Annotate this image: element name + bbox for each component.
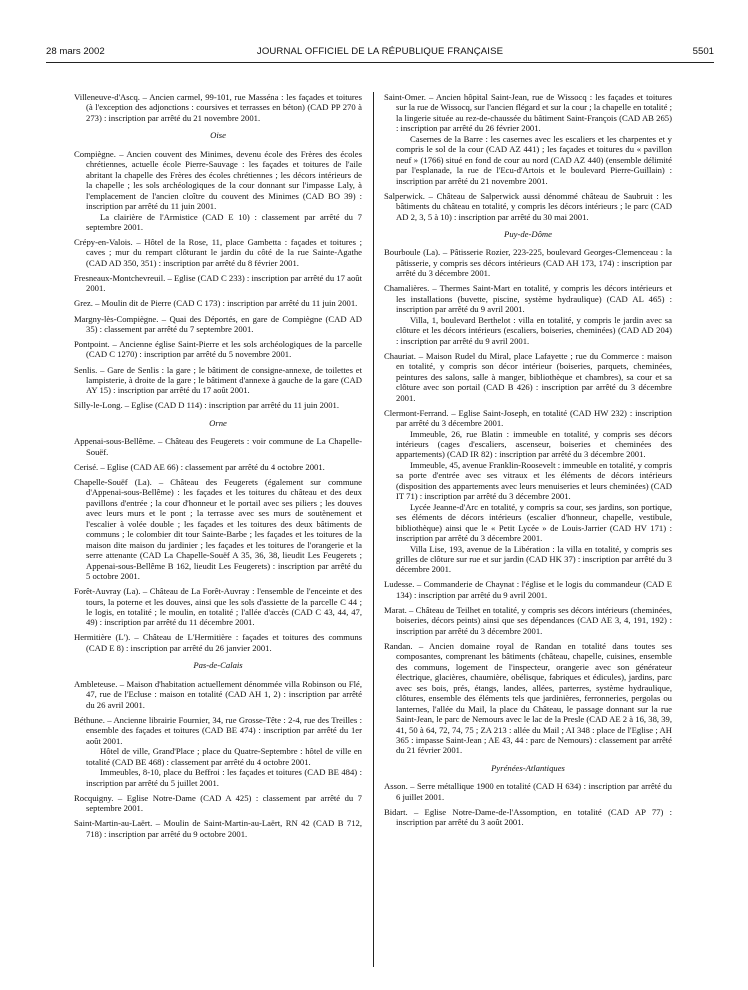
commune-name: Margny-lès-Compiègne.	[74, 313, 159, 324]
entry-text: – Maison Rudel du Miral, place Lafayette ; rue du Commerce : maison en totalité, y compris son décor intérieur (boiseries, parquets, cheminées, peintures des salons, salle à manger, bibliothèque et chambres), sa cour et sa clôture avec son portail (CAD B 426) : inscription par arrêté du 3 décembre 2001.	[396, 350, 672, 403]
section-heading-puy-de-dome: Puy-de-Dôme	[504, 229, 552, 240]
commune-name: Bourboule (La).	[384, 247, 441, 258]
entry-compiegne	[74, 149, 362, 233]
entry-subparagraph: Villa, 1, boulevard Berthelot : villa en totalité, y compris le jardin avec sa clôture et les décors intérieurs (escaliers, boiseries, cheminées) (CAD AD 204) : inscription par arrêté du 9 avril 2001.	[396, 314, 672, 346]
commune-name: Marat.	[384, 604, 407, 615]
entry-text: – Ancien domaine royal de Randan en totalité dans toutes ses composantes, comprenant les bâtiments (château, chapelle, cuisines, ensemble des communs, logement de l'inspecteur, orangerie avec son générateur électrique, glacières, chaumière, obélisque, fabriques et édicules), jardins, parc avec ses bois, prés, étangs, landes, allées, parterres, système hydraulique, clôtures, ensemble des éléments tels que jardinières, ferronneries, pergolas ou lanternes, l'allée du Mail, la place du Château, le passage donnant sur la rue Saint-Jean, le parc de Nemours avec le lac de la Presle (CAD AE 2 à 16, 38, 39, 41, 50 à 64, 72, 74, 75 ; ZA 213 : allée du Mail ; AI 348 : place de l'Eglise ; AH 365 : impasse Saint-Jean ; AE 43, 44 : parc de Nemours) : classement par arrêté du 21 février 2001.	[396, 640, 672, 756]
commune-name: Chapelle-Souëf (La).	[74, 476, 152, 487]
entry-crepy-en-valois	[74, 237, 362, 268]
entry-chamalieres	[384, 283, 672, 346]
entry-bourboule	[384, 247, 672, 278]
commune-name: Grez.	[74, 298, 93, 309]
entry-ambleteuse	[74, 679, 362, 710]
entry-appenai-sous-belleme	[74, 436, 362, 457]
header-date: 28 mars 2002	[46, 46, 105, 57]
entry-senlis	[74, 365, 362, 396]
entry-text: – Eglise Notre-Dame-de-l'Assomption, en totalité (CAD AP 77) : inscription par arrêté du 3 août 2001.	[396, 806, 672, 828]
section-heading-pyrenees-atlantiques: Pyrénées-Atlantiques	[491, 762, 565, 773]
column-divider	[373, 92, 374, 967]
entry-text: – Eglise (CAD C 233) : inscription par arrêté du 17 août 2001.	[86, 272, 362, 294]
entry-fresneaux-montchevreuil	[74, 273, 362, 294]
commune-name: Randan.	[384, 640, 413, 651]
entry-saint-martin-au-laert	[74, 818, 362, 839]
commune-name: Saint-Martin-au-Laërt.	[74, 818, 153, 829]
entry-chapelle-souef	[74, 477, 362, 582]
entry-text: – Château des Feugerets : voir commune de La Chapelle-Souëf.	[86, 436, 362, 457]
entry-villeneuve-d-ascq	[74, 92, 362, 123]
entry-marat	[384, 605, 672, 636]
commune-name: Senlis.	[74, 364, 98, 375]
commune-name: Béthune.	[74, 714, 105, 725]
entry-saint-omer	[384, 92, 672, 186]
commune-name: Salperwick.	[384, 190, 425, 201]
commune-name: Fresneaux-Montchevreuil.	[74, 272, 166, 283]
entry-ludesse	[384, 579, 672, 600]
page-header	[46, 46, 714, 60]
entry-subparagraph: Hôtel de ville, Grand'Place ; place du Quatre-Septembre : hôtel de ville en totalité (CAD BE 468) : classement par arrêté du 4 octobre 2001.	[86, 746, 362, 767]
entry-randan	[384, 641, 672, 756]
entry-text: – Eglise (CAD D 114) : inscription par arrêté du 11 juin 2001.	[122, 400, 340, 411]
entry-rocquigny	[74, 793, 362, 814]
entry-text: – Eglise Saint-Joseph, en totalité (CAD HW 232) : inscription par arrêté du 3 décembre 2001.	[396, 407, 672, 429]
entry-bidart	[384, 807, 672, 828]
entry-text: – Serre métallique 1900 en totalité (CAD H 634) : inscription par arrêté du 6 juillet 2001.	[396, 781, 672, 802]
commune-name: Forêt-Auvray (La).	[74, 586, 141, 597]
entry-margny-les-compiegne	[74, 314, 362, 335]
commune-name: Chamalières.	[384, 283, 430, 294]
entry-hermitiere	[74, 632, 362, 653]
entry-text: – Ancien carmel, 99-101, rue Masséna : les façades et toitures (à l'exception des adjonctions : coursives et terrasses en béton) (CAD PP 270 à 273) : inscription par arrêté du 21 novembre 2001.	[86, 92, 362, 123]
entry-grez	[74, 298, 362, 308]
entry-text: – Château des Feugerets (également sur commune d'Appenai-sous-Bellême) : les façades et les toitures du château et des deux pavillons d'entrée ; la cour d'honneur et le portail avec ses piliers ; les douves avec leurs murs et le pont ; la terrasse avec ses murs de soutènement et l'escalier à volée double ; les façades et les toitures des deux bâtiments de communs ; le colombier dit tour Sainte-Barbe ; les façades et les toitures de la maison dite maison du jardinier ; les façades et les toitures de l'orangerie et la serre attenante (CAD La Chapelle-Souëf A 35, 36, 38, lieudit Les Feugerets ; Appenai-sous-Bellême B 162, lieudit Les Feugerets) : inscription par arrêté du 5 octobre 2001.	[86, 476, 362, 582]
entry-text: – Eglise (CAD AE 66) : classement par arrêté du 4 octobre 2001.	[98, 461, 325, 472]
entry-text: – Château de Salperwick aussi dénommé château de Saubruit : les bâtiments du château en totalité, y compris les décors intérieurs ; le parc (CAD AD 2, 3, 5 à 10) : inscription par arrêté du 30 mai 2001.	[396, 190, 672, 222]
section-heading-oise: Oise	[210, 130, 226, 141]
entry-text: – Eglise Notre-Dame (CAD A 425) : classement par arrêté du 7 septembre 2001.	[86, 792, 362, 813]
commune-name: Pontpoint.	[74, 339, 110, 350]
entry-salperwick	[384, 191, 672, 222]
entry-clermont-ferrand	[384, 408, 672, 575]
right-column	[384, 92, 672, 832]
section-heading-orne: Orne	[209, 417, 227, 428]
page-number: 5501	[692, 46, 714, 57]
entry-cerise	[74, 462, 362, 472]
commune-name: Cerisé.	[74, 461, 99, 472]
entry-text: – Moulin dit de Pierre (CAD C 173) : inscription par arrêté du 11 juin 2001.	[92, 298, 358, 309]
section-heading-pas-de-calais: Pas-de-Calais	[193, 660, 243, 671]
entry-text: – Château de L'Hermitière : façades et toitures des communs (CAD E 8) : inscription par arrêté du 26 janvier 2001.	[86, 632, 362, 653]
left-column	[74, 92, 362, 844]
entry-subparagraph: Casernes de la Barre : les casernes avec les escaliers et les charpentes et y compris le sol de la cour (CAD AZ 441) ; les façades et toitures du « pavillon neuf » (1766) situé en fond de cour au nord (CAD AZ 440) (ensemble délimité par l'esplanade, la rue de l'Ecu-d'Artois et le boulevard Pierre-Guillain) : inscription par arrêté du 21 novembre 2001.	[396, 133, 672, 186]
entry-subparagraph: Immeubles, 8-10, place du Beffroi : les façades et toitures (CAD BE 484) : inscription par arrêté du 5 juillet 2001.	[86, 767, 362, 788]
header-rule	[46, 62, 714, 63]
commune-name: Bidart.	[384, 806, 408, 817]
commune-name: Saint-Omer.	[384, 92, 426, 102]
entry-text: – Ancien couvent des Minimes, devenu école des Frères des écoles chrétiennes, actuelle école Pierre-Sauvage : les façades et toitures de l'aile abritant la chapelle des Frères des écoles chrétiennes ; les décors intérieurs de la chapelle ; les sols archéologiques de la cour donnant sur l'impasse Laly, à l'emplacement de l'ancien cloître du couvent des Minimes (CAD BO 39) : inscription par arrêté du 11 juin 2001.	[86, 148, 362, 212]
entry-text: – Gare de Senlis : la gare ; le bâtiment de consigne-annexe, de toilettes et lampisterie, à droite de la gare ; le bâtiment d'annexe à gauche de la gare (CAD AY 15) : inscription par arrêté du 17 août 2001.	[86, 364, 362, 396]
entry-text: – Ancienne église Saint-Pierre et les sols archéologiques de la parcelle (CAD C 1270) : inscription par arrêté du 5 novembre 2001.	[86, 339, 362, 360]
entry-subparagraph: La clairière de l'Armistice (CAD E 10) : classement par arrêté du 7 septembre 2001.	[86, 211, 362, 232]
entry-chauriat	[384, 351, 672, 403]
entry-subparagraph: Lycée Jeanne-d'Arc en totalité, y compris sa cour, ses jardins, son portique, ses éléments de décors intérieurs (escalier d'honneur, chapelle, vestibule, bibliothèque) ainsi que le « Petit Lycée » de Louis-Jarrier (CAD HV 171) : inscription par arrêté du 3 décembre 2001.	[396, 501, 672, 544]
commune-name: Clermont-Ferrand.	[384, 407, 449, 418]
entry-text: – Ancienne librairie Fournier, 34, rue Grosse-Tête : 2-4, rue des Treilles : ensemble des façades et toitures (CAD BE 474) : inscription par arrêté du 1er août 2001.	[86, 714, 362, 746]
entry-text: – Moulin de Saint-Martin-au-Laërt, RN 42 (CAD B 712, 718) : inscription par arrêté du 9 octobre 2001.	[86, 818, 362, 839]
entry-text: – Thermes Saint-Mart en totalité, y compris les décors intérieurs et les installations (buvette, piscine, système hydraulique) (CAD AL 465) : inscription par arrêté du 9 avril 2001.	[396, 283, 672, 315]
entry-text: – Maison d'habitation actuellement dénommée villa Robinson ou Flé, 47, rue de l'Ecluse : maison en totalité (CAD AH 1, 2) : inscription par arrêté du 26 avril 2001.	[86, 678, 362, 710]
journal-title: JOURNAL OFFICIEL DE LA RÉPUBLIQUE FRANÇAISE	[256, 46, 504, 57]
entry-text: – Ancien hôpital Saint-Jean, rue de Wissocq : les façades et toitures sur la rue de Wissocq, sur l'ancien flégard et sur la cour ; la chapelle en totalité ; la lingerie située au rez-de-chaussée du bâtiment Saint-François (CAD AB 265) : inscription par arrêté du 26 février 2001.	[396, 92, 672, 134]
entry-text: – Quai des Déportés, en gare de Compiègne (CAD AD 35) : classement par arrêté du 7 septembre 2001.	[86, 313, 362, 334]
commune-name: Asson.	[384, 781, 408, 792]
entry-text: – Commanderie de Chaynat : l'église et le logis du commandeur (CAD E 134) : inscription par arrêté du 9 avril 2001.	[396, 579, 672, 600]
commune-name: Chauriat.	[384, 350, 416, 361]
entry-foret-auvray	[74, 586, 362, 628]
entry-text: – Hôtel de la Rose, 11, place Gambetta : façades et toitures ; caves ; mur du rempart clôturant le jardin du côté de la rue Sainte-Agathe (CAD AD 350, 351) : inscription par arrêté du 8 février 2001.	[86, 237, 362, 268]
commune-name: Villeneuve-d'Ascq.	[74, 92, 140, 102]
entry-text: – Château de Teilhet en totalité, y compris ses décors intérieurs (cheminées, boiseries, décors peints) ainsi que ses dépendances (CAD AE 3, 4, 191, 192) : inscription par arrêté du 3 décembre 2001.	[396, 604, 672, 636]
commune-name: Ambleteuse.	[74, 678, 118, 689]
entry-subparagraph: Immeuble, 26, rue Blatin : immeuble en totalité, y compris ses décors intérieurs (cages d'escaliers, ascenseur, boiseries et cheminées des appartements) (CAD IR 82) : inscription par arrêté du 3 décembre 2001.	[396, 428, 672, 460]
commune-name: Appenai-sous-Bellême.	[74, 436, 156, 447]
commune-name: Rocquigny.	[74, 792, 114, 803]
commune-name: Silly-le-Long.	[74, 400, 123, 411]
entry-silly-le-long	[74, 400, 362, 410]
entry-text: – Château de La Forêt-Auvray : l'ensemble de l'enceinte et des tours, la poterne et les douves, ainsi que les sols d'assiette de la parcelle C 44 ; le logis, en totalité ; le moulin, en totalité ; l'allée d'accès (CAD C 43, 44, 47, 49) : inscription par arrêté du 11 décembre 2001.	[86, 586, 362, 628]
entry-subparagraph: Immeuble, 45, avenue Franklin-Roosevelt : immeuble en totalité, y compris sa porte d'entrée avec ses vitraux et les éléments de décors intérieurs (disposition des appartements avec leurs menuiseries et leurs cheminées) (CAD IT 71) : inscription par arrêté du 3 décembre 2001.	[396, 459, 672, 502]
commune-name: Hermitière (L').	[74, 632, 131, 643]
entry-asson	[384, 781, 672, 802]
entry-subparagraph: Villa Lise, 193, avenue de la Libération : la villa en totalité, y compris ses grilles de clôture sur rue et sur jardin (CAD HK 37) : inscription par arrêté du 3 décembre 2001.	[396, 543, 672, 575]
entry-bethune	[74, 715, 362, 788]
entry-pontpoint	[74, 339, 362, 360]
commune-name: Crépy-en-Valois.	[74, 237, 133, 248]
commune-name: Compiègne.	[74, 148, 116, 159]
commune-name: Ludesse.	[384, 579, 415, 590]
entry-text: – Pâtisserie Rozier, 223-225, boulevard Georges-Clemenceau : la pâtisserie, y compris ses décors intérieurs (CAD AH 173, 174) : inscription par arrêté du 3 décembre 2001.	[396, 247, 672, 279]
